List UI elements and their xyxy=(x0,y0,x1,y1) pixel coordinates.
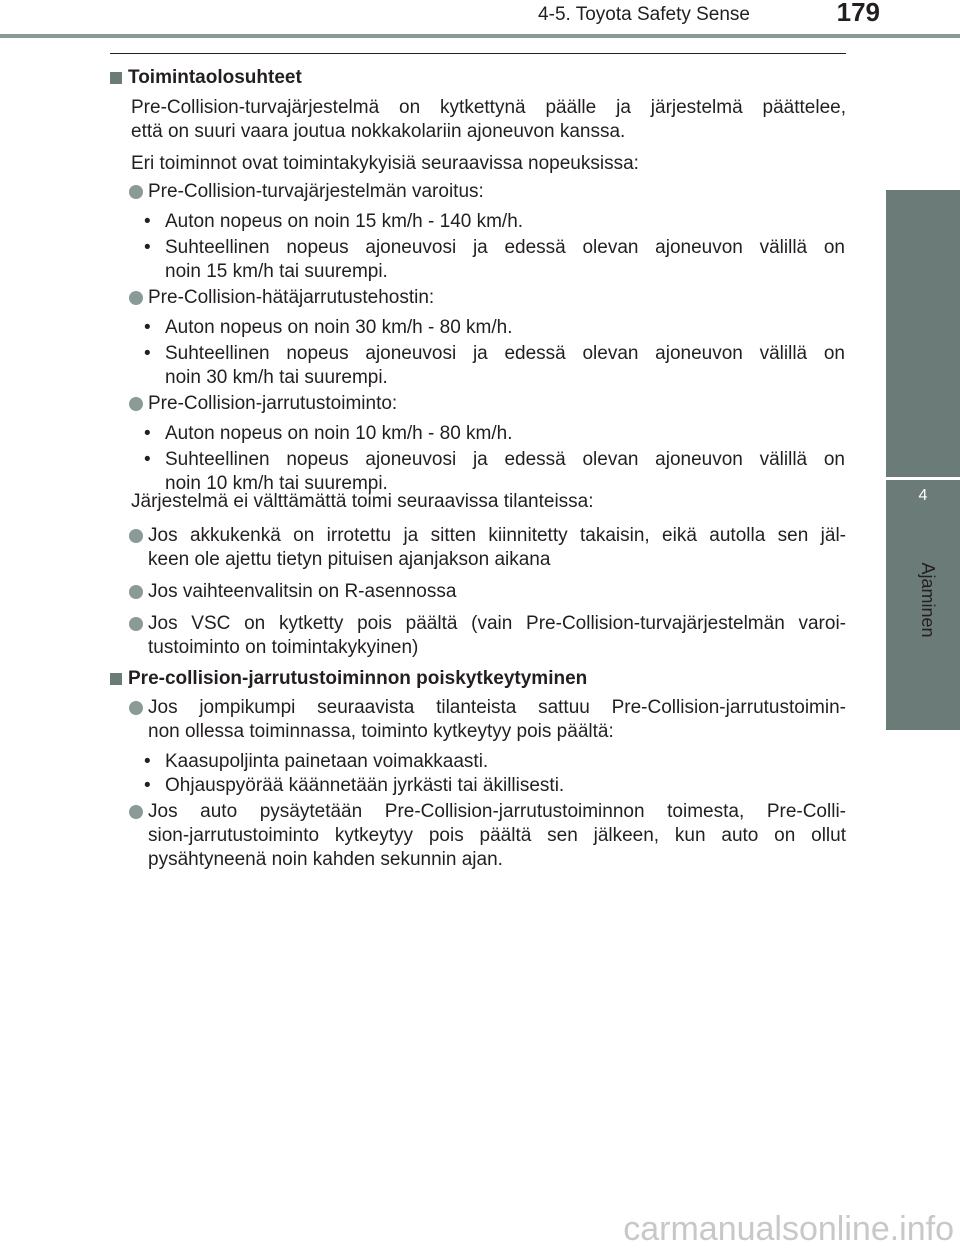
header-rule xyxy=(0,34,960,38)
section-heading: Pre-collision-jarrutustoiminnon poiskytkeytyminen xyxy=(110,667,846,691)
section-heading: Toimintaolosuhteet xyxy=(110,66,846,90)
bullet-icon: • xyxy=(144,343,151,364)
chapter-side-tab xyxy=(886,190,960,1075)
bullet-icon: • xyxy=(144,423,151,444)
section-title: 4-5. Toyota Safety Sense xyxy=(538,4,750,25)
paragraph: Eri toiminnot ovat toimintakykyisiä seuraavissa nopeuksissa: xyxy=(131,153,639,174)
watermark: carmanualsonline.info xyxy=(623,1210,954,1248)
bullet-icon: • xyxy=(144,775,151,796)
chapter-label: Ajaminen xyxy=(918,562,938,638)
bullet-icon: • xyxy=(144,449,151,470)
round-bullet-icon xyxy=(129,185,143,199)
round-bullet-icon xyxy=(129,291,143,305)
bullet-icon: • xyxy=(144,751,151,772)
round-bullet-icon xyxy=(129,617,143,631)
content-top-rule xyxy=(110,53,846,54)
round-bullet-icon xyxy=(129,397,143,411)
round-bullet-icon xyxy=(129,529,143,543)
square-bullet-icon xyxy=(110,673,122,685)
paragraph-line: Pre-Collision-turvajärjestelmä on kytkettynä päälle ja järjestelmä päättelee, xyxy=(131,97,846,118)
page-number: 179 xyxy=(836,0,880,27)
round-bullet-icon xyxy=(129,701,143,715)
side-tab-block-upper xyxy=(886,190,960,477)
chapter-number: 4 xyxy=(918,487,928,504)
page-header xyxy=(0,0,960,34)
bullet-icon: • xyxy=(144,211,151,232)
square-bullet-icon xyxy=(110,72,122,84)
round-bullet-icon xyxy=(129,585,143,599)
paragraph-line: että on suuri vaara joutua nokkakolariin ajoneuvon kanssa. xyxy=(131,121,626,142)
bullet-icon: • xyxy=(144,237,151,258)
round-bullet-icon xyxy=(129,805,143,819)
paragraph: Järjestelmä ei välttämättä toimi seuraavissa tilanteissa: xyxy=(131,491,594,512)
bullet-icon: • xyxy=(144,317,151,338)
